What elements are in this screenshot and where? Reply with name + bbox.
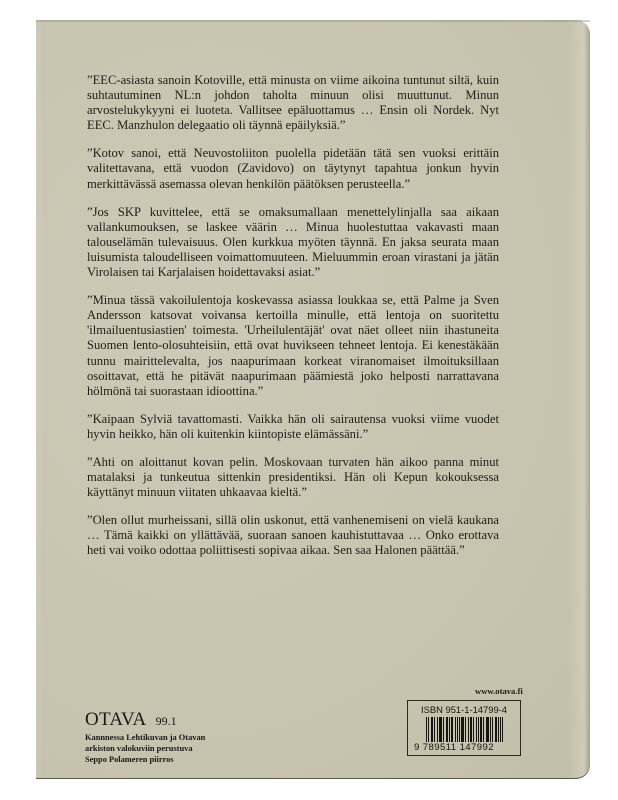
- publisher-block: [85, 709, 215, 765]
- isbn-box: [407, 700, 521, 756]
- quote-paragraph: ”Kotov sanoi, että Neuvostoliiton puolella pidetään tätä sen vuoksi erittäin valitettavana, että vuodon (Zavidovo) on täytynyt tapahtua jonkun hyvin merkittävässä asemassa olevan henkilön päätöksen perusteella.”: [87, 146, 499, 191]
- barcode-digits: 9 789511 147992: [414, 742, 494, 753]
- quote-paragraph: ”Kaipaan Sylviä tavattomasti. Vaikka hän oli sairautensa vuoksi viime vuodet hyvin heikko, hän oli kuitenkin kiintopiste elämässäni.”: [87, 411, 499, 441]
- quote-paragraph: ”Minua tässä vakoilulentoja koskevassa asiassa loukkaa se, että Palme ja Sven Andersson katsovat voivansa kertoilla minulle, että lentoja on suoritettu 'ilmailuentusiastien' toimesta. 'Urheilulentäjät' ovat näet olleet niin ihastuneita Suomen lento-olosuhteisiin, että ovat huvikseen tehneet lentoja. Ei kenestäkään tunnu mairittelevalta, jos naapurimaan korkeat viranomaiset ilmoituksillaan osoittavat, että he pitävät naapurimaan päämiestä joko helposti narrattavana hölmönä tai suorastaan idioottina.”: [87, 293, 499, 398]
- quote-paragraph: ”EEC-asiasta sanoin Kotoville, että minusta on viime aikoina tuntunut siltä, kuin suhtautuminen NL:n johdon taholta minuun olisi muuttunut. Minun arvostelukykyyni ei luoteta. Vallitsee epäluottamus … Ensin oli Nordek. Nyt EEC. Manzhulon delegaatio oli täynnä epäilyksiä.”: [87, 73, 499, 133]
- isbn-label: ISBN 951-1-14799-4: [421, 704, 507, 715]
- publisher-row: [85, 709, 215, 731]
- barcode-icon: [426, 717, 512, 742]
- publisher-website: www.otava.fi: [475, 686, 523, 696]
- quotes-block: [87, 73, 499, 572]
- publisher-code: 99.1: [155, 714, 177, 728]
- quote-paragraph: ”Ahti on aloittanut kovan pelin. Moskovaan turvaten hän aikoo panna minut matalaksi ja tunkeutua sittenkin presidentiksi. Hän oli Kepun kokouksessa käyttänyt minuun viitaten uhkaavaa kieltä.”: [87, 454, 499, 500]
- quote-paragraph: ”Olen ollut murheissani, sillä olin uskonut, että vanhenemiseni on vielä kaukana … Tämä kaikki on yllättävää, suoraan sanoen kauhistuttavaa … Onko erottava heti vai voiko odottaa poliittisesti sopivaa aikaa. Sen saa Halonen päättää.”: [87, 513, 499, 558]
- cover-credits: Kannnessa Lehtikuvan ja Otavan arkiston valokuviin perustuva Seppo Polameren piirros: [85, 733, 206, 764]
- book-back-cover: [36, 20, 590, 778]
- publisher-logo: OTAVA: [85, 709, 147, 730]
- quote-paragraph: ”Jos SKP kuvittelee, että se omaksumallaan menettelylinjalla saa aikaan vallankumouksen, se laskee väärin … Minua huolestuttaa vakavasti maan talouselämän tulevaisuus. Olen kurkkua myöten täynnä. En jaksa seurata maan luisumista taloudelliseen voimattomuuteen. Mieluummin eroan virastani ja jätän Virolaisen tai Karjalaisen hoidettavaksi asiat.”: [87, 204, 499, 280]
